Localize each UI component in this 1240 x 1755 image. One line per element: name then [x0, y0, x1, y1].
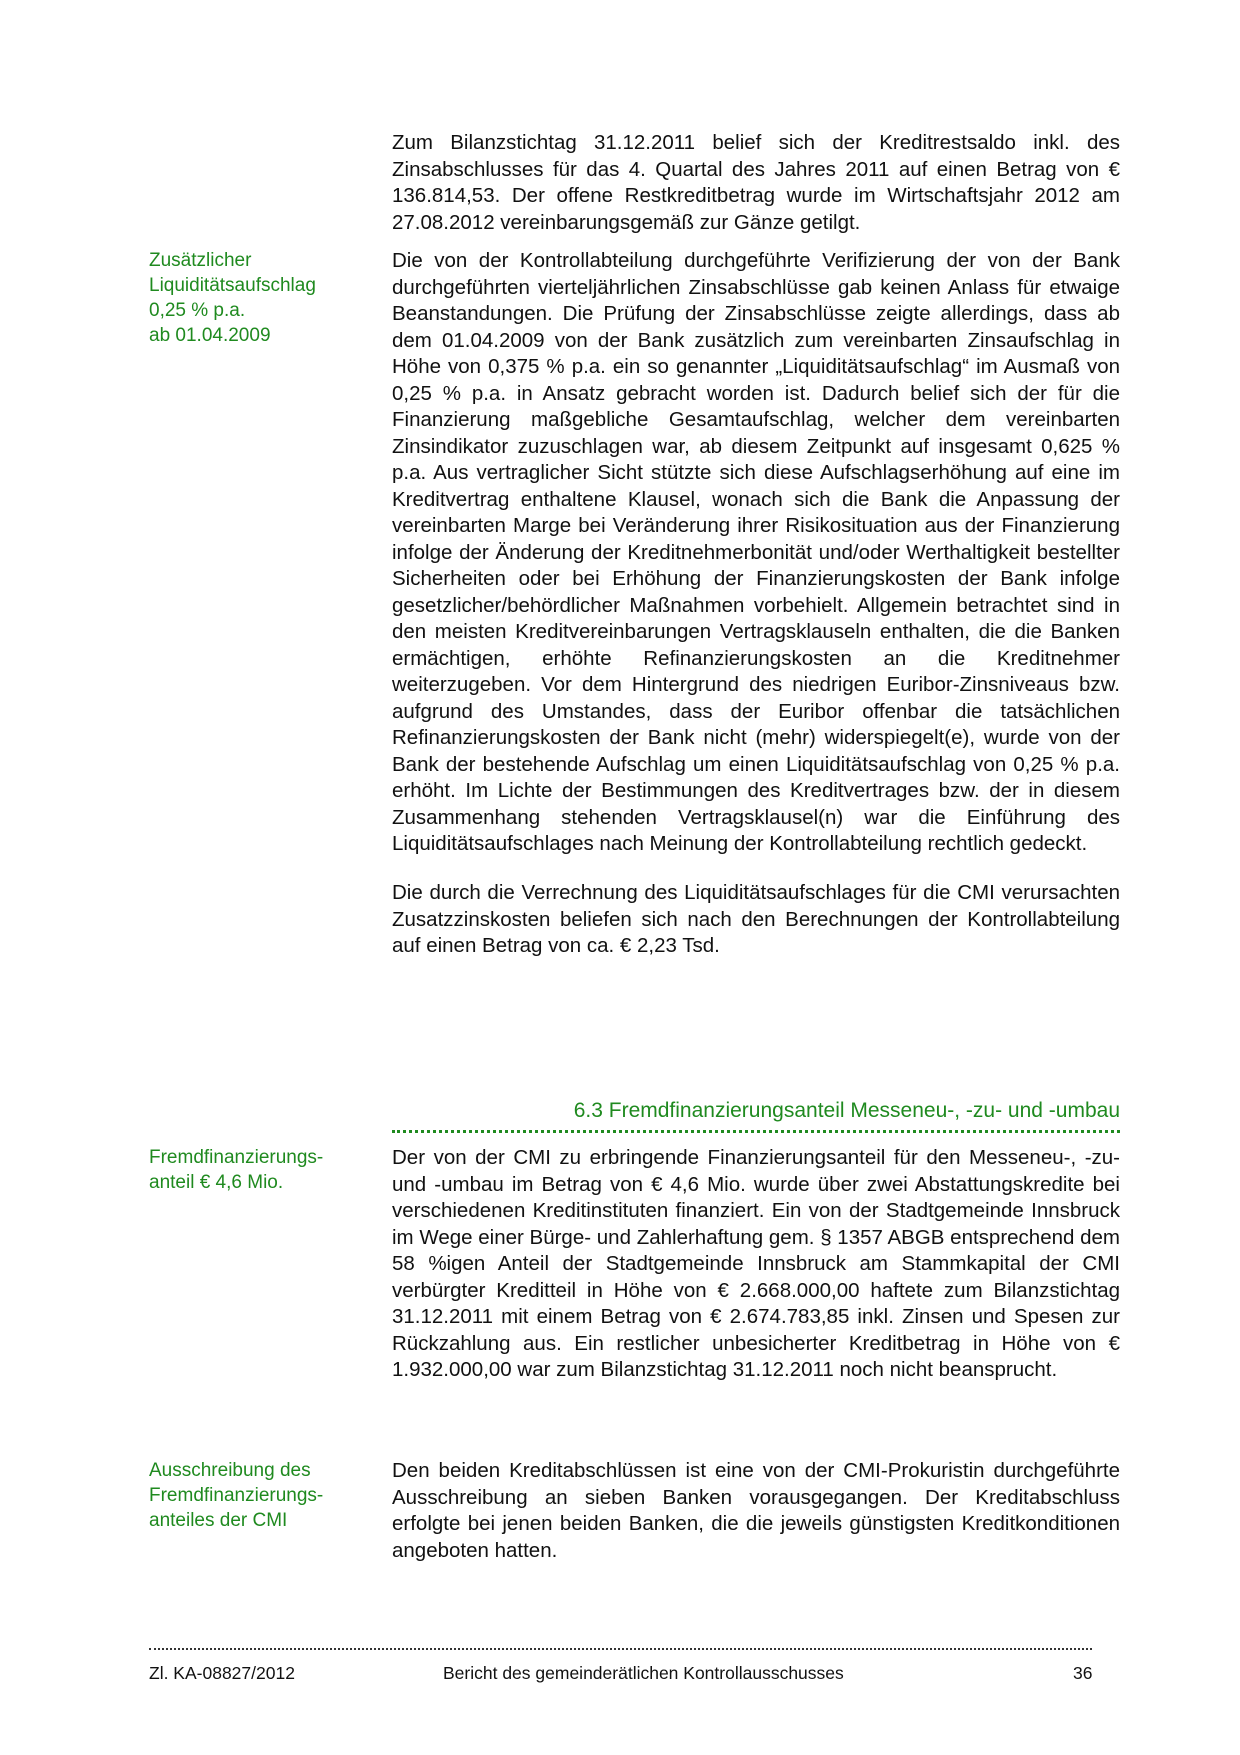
margin-note-line: Fremdfinanzierungs- — [149, 1485, 324, 1506]
margin-note-line: 0,25 % p.a. — [149, 300, 246, 321]
margin-note-fremdfinanzierungsanteil — [149, 1145, 349, 1195]
page-number: 36 — [1073, 1663, 1093, 1683]
margin-note-line: Liquiditätsaufschlag — [149, 275, 316, 296]
margin-note-line: anteiles der CMI — [149, 1510, 288, 1531]
margin-note-liquiditaetsaufschlag — [149, 248, 349, 348]
margin-note-line: ab 01.04.2009 — [149, 325, 271, 346]
paragraph-ausschreibung: Den beiden Kreditabschlüssen ist eine von der CMI-Prokuristin durchgeführte Ausschreibung an sieben Banken vorausgegangen. Der Kreditabschluss erfolgte bei jenen beiden Banken, die die jeweils günstigsten Kreditkonditionen angeboten hatten. — [392, 1459, 1120, 1562]
footer-reference: Zl. KA-08827/2012 — [149, 1663, 295, 1683]
footer-divider — [149, 1648, 1092, 1650]
footer-title: Bericht des gemeinderätlichen Kontrollausschusses — [443, 1663, 844, 1683]
paragraph-bilanzstichtag: Zum Bilanzstichtag 31.12.2011 belief sich der Kreditrestsaldo inkl. des Zinsabschlusses für das 4. Quartal des Jahres 2011 auf einen Betrag von € 136.814,53. Der offene Restkreditbetrag wurde im Wirtschaftsjahr 2012 am 27.08.2012 vereinbarungsgemäß zur Gänze getilgt. — [392, 131, 1120, 234]
margin-note-line: anteil € 4,6 Mio. — [149, 1172, 284, 1193]
margin-note-line: Ausschreibung des — [149, 1460, 311, 1481]
margin-note-line: Zusätzlicher — [149, 250, 252, 271]
paragraph-verifizierung: Die von der Kontrollabteilung durchgeführte Verifizierung der von der Bank durchgeführten vierteljährlichen Zinsabschlüsse gab keinen Anlass für etwaige Beanstandungen. Die Prüfung der Zinsabschlüsse zeigte allerdings, dass ab dem 01.04.2009 von der Bank zusätzlich zum vereinbarten Zinsaufschlag in Höhe von 0,375 % p.a. ein so genannter „Liquiditätsaufschlag“ im Ausmaß von 0,25 % p.a. in Ansatz gebracht worden ist. Dadurch belief sich der für die Finanzierung maßgebliche Gesamtaufschlag, welcher dem vereinbarten Zinsindikator zuzuschlagen war, ab diesem Zeitpunkt auf insgesamt 0,625 % p.a. Aus vertraglicher Sicht stützte sich diese Aufschlagserhöhung auf eine im Kreditvertrag enthaltene Klausel, wonach sich die Bank die Anpassung der vereinbarten Marge bei Veränderung ihrer Risikosituation aus der Finanzierung infolge der Änderung der Kreditnehmerbonität und/oder Werthaltigkeit bestellter Sicherheiten oder bei Erhöhung der Finanzierungskosten der Bank infolge gesetzlicher/behördlicher Maßnahmen vorbehielt. Allgemein betrachtet sind in den meisten Kreditvereinbarungen Vertragsklauseln enthalten, die die Banken ermächtigen, erhöhte Refinanzierungskosten an die Kreditnehmer weiterzugeben. Vor dem Hintergrund des niedrigen Euribor-Zinsniveaus bzw. aufgrund des Umstandes, dass der Euribor offenbar die tatsächlichen Refinanzierungskosten der Bank nicht (mehr) widerspiegelt(e), wurde von der Bank der bestehende Aufschlag um einen Liquiditätsaufschlag von 0,25 % p.a. erhöht. Im Lichte der Bestimmungen des Kreditvertrages bzw. der in diesem Zusammenhang stehenden Vertragsklausel(n) war die Einführung des Liquiditätsaufschlages nach Meinung der Kontrollabteilung rechtlich gedeckt. — [392, 249, 1120, 855]
paragraph-finanzierungsanteil: Der von der CMI zu erbringende Finanzierungsanteil für den Messeneu-, -zu- und -umbau im Betrag von € 4,6 Mio. wurde über zwei Abstattungskredite bei verschiedenen Kreditinstituten finanziert. Ein von der Stadtgemeinde Innsbruck im Wege einer Bürge- und Zahlerhaftung gem. § 1357 ABGB entsprechend dem 58 %igen Anteil der Stadtgemeinde Innsbruck am Stammkapital der CMI verbürgter Kreditteil in Höhe von € 2.668.000,00 haftete zum Bilanzstichtag 31.12.2011 mit einem Betrag von € 2.674.783,85 inkl. Zinsen und Spesen zur Rückzahlung aus. Ein restlicher unbesicherter Kreditbetrag in Höhe von € 1.932.000,00 war zum Bilanzstichtag 31.12.2011 noch nicht beansprucht. — [392, 1146, 1120, 1381]
margin-note-line: Fremdfinanzierungs- — [149, 1147, 324, 1168]
margin-note-ausschreibung — [149, 1458, 349, 1533]
section-heading-6-3: 6.3 Fremdfinanzierungsanteil Messeneu-, -zu- und -umbau — [392, 1098, 1120, 1133]
paragraph-zusatzzinskosten: Die durch die Verrechnung des Liquiditätsaufschlages für die CMI verursachten Zusatzzinskosten beliefen sich nach den Berechnungen der Kontrollabteilung auf einen Betrag von ca. € 2,23 Tsd. — [392, 881, 1120, 957]
